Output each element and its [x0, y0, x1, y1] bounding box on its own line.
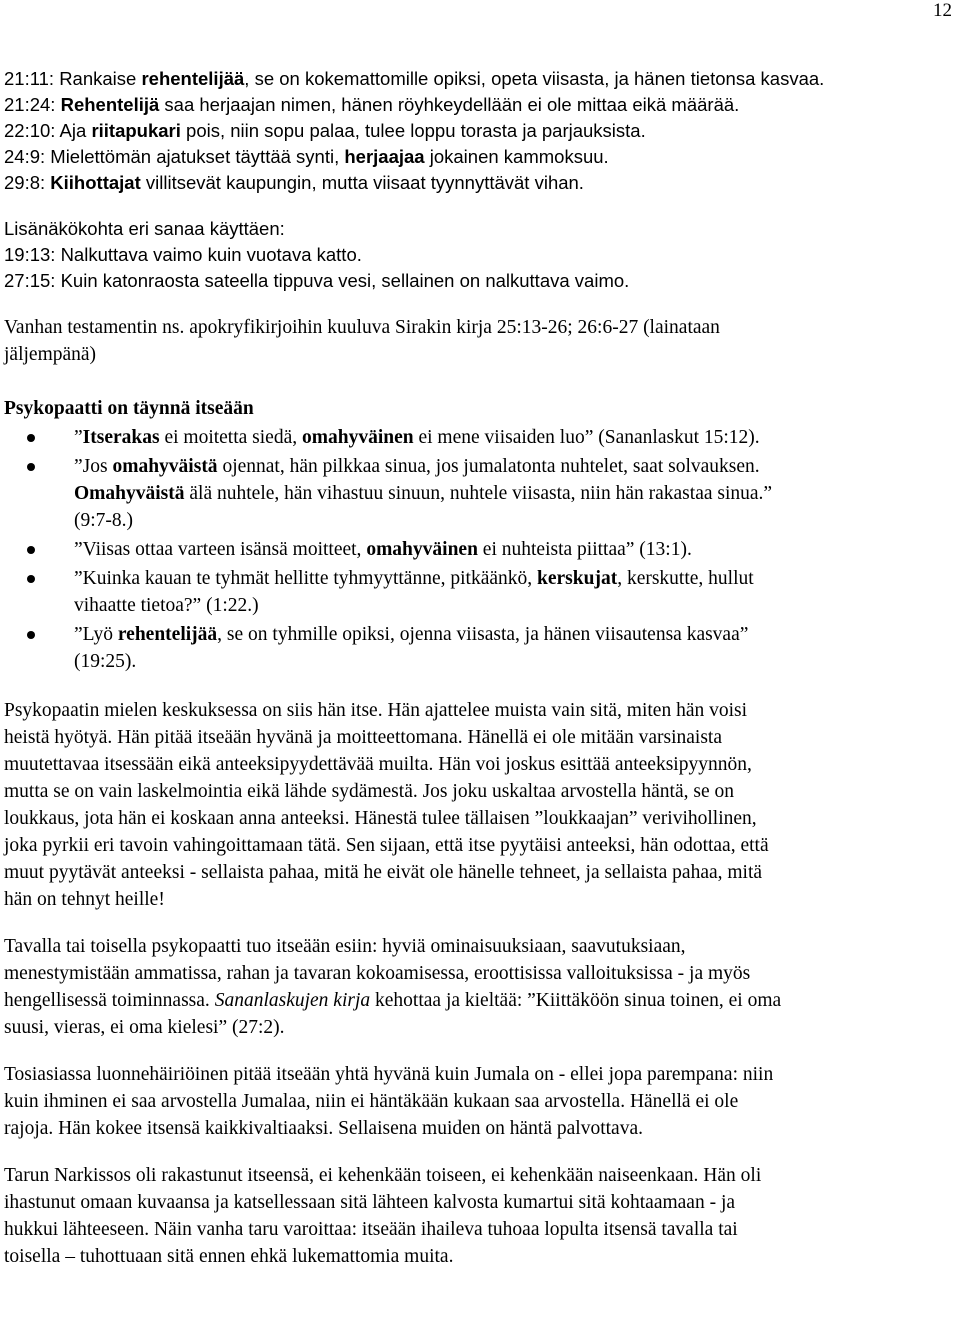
- bullet-icon: [27, 546, 35, 554]
- text-line: [4, 341, 944, 368]
- text-run: ihastunut omaan kuvaansa ja katsellessaan sitä lähteen kalvosta kumartui sitä kohtaamaan - ja: [4, 1192, 736, 1213]
- text-run: loukkaus, jota hän ei koskaan anna anteeksi. Hänestä tulee tällaisen ”loukkaajan” verivihollinen,: [4, 808, 757, 829]
- text-line: [4, 724, 944, 751]
- bold-text: riitapukari: [91, 120, 181, 141]
- text-run: ojennat, hän pilkkaa sinua, jos jumalatonta nuhtelet, saat solvauksen.: [217, 456, 760, 477]
- text-run: muut pyytävät anteeksi - sellaista pahaa, mitä he eivät ole hänelle tehneet, ja sellaista pahaa, mitä: [4, 862, 763, 883]
- bold-text: omahyväinen: [302, 427, 414, 448]
- bold-text: kerskujat: [537, 568, 618, 589]
- text-line: [4, 92, 944, 118]
- text-run: saa herjaajan nimen, hänen röyhkeydellään ei ole mittaa eikä määrää.: [159, 94, 740, 115]
- text-run: hengellisessä toiminnassa.: [4, 990, 215, 1011]
- text-run: hän on tehnyt heille!: [4, 889, 165, 910]
- body-paragraph: [4, 1162, 944, 1270]
- text-run: pois, niin sopu palaa, tulee loppu torasta ja parjauksista.: [180, 120, 646, 141]
- text-run: , se on kokemattomille opiksi, opeta viisasta, ja hänen tietonsa kasvaa.: [244, 68, 825, 89]
- bold-text: rehentelijää: [141, 68, 245, 89]
- text-run: jäljempänä): [4, 344, 97, 365]
- text-line: [4, 216, 944, 242]
- text-run: , se on tyhmille opiksi, ojenna viisasta, ja hänen viisautensa kasvaa”: [217, 624, 749, 645]
- page-number: 12: [933, 0, 952, 21]
- bullet-item: [4, 536, 944, 563]
- text-line: [4, 1088, 944, 1115]
- bullet-item: [4, 453, 944, 534]
- text-run: 24:9: Mielettömän ajatukset täyttää synti,: [4, 146, 345, 167]
- text-run: suusi, vieras, ei oma kielesi” (27:2).: [4, 1017, 285, 1038]
- bullet-item: [4, 565, 944, 619]
- text-line: [4, 1061, 944, 1088]
- text-line: [4, 1243, 944, 1270]
- text-line: [4, 314, 944, 341]
- text-run: (9:7-8.): [74, 510, 134, 531]
- body-paragraph: [4, 933, 944, 1041]
- text-line: [74, 621, 944, 648]
- text-run: jokainen kammoksuu.: [424, 146, 609, 167]
- text-run: 29:8:: [4, 172, 51, 193]
- bullet-item: [4, 424, 944, 451]
- text-run: Tavalla tai toisella psykopaatti tuo itseään esiin: hyviä ominaisuuksiaan, saavutuksiaan,: [4, 936, 686, 957]
- section-heading: Psykopaatti on täynnä itseään: [4, 398, 254, 419]
- text-run: Vanhan testamentin ns. apokryfikirjoihin kuuluva Sirakin kirja 25:13-26; 26:6-27 (lainataan: [4, 317, 720, 338]
- text-run: kuin ihminen ei saa arvostella Jumalaa, niin ei häntäkään kukaan saa arvostella. Hänellä ei ole: [4, 1091, 739, 1112]
- text-run: 21:24:: [4, 94, 61, 115]
- body-paragraph: [4, 1061, 944, 1142]
- text-run: ei nuhteista piittaa” (13:1).: [477, 539, 692, 560]
- text-line: [4, 268, 944, 294]
- text-line: [4, 1162, 944, 1189]
- text-line: [4, 987, 944, 1014]
- bullet-icon: [27, 575, 35, 583]
- text-line: [74, 565, 944, 592]
- text-run: (19:25).: [74, 651, 137, 672]
- text-line: [4, 1216, 944, 1243]
- text-run: vihaatte tietoa?” (1:22.): [74, 595, 259, 616]
- paragraphs: [4, 697, 944, 1270]
- text-run: älä nuhtele, hän vihastuu sinuun, nuhtele viisasta, niin hän rakastaa sinua.”: [184, 483, 773, 504]
- document-body: [4, 66, 944, 1270]
- bullet-icon: [27, 631, 35, 639]
- bullet-icon: [27, 463, 35, 471]
- text-line: [4, 242, 944, 268]
- text-line: [4, 778, 944, 805]
- text-line: [4, 1189, 944, 1216]
- text-line: [4, 118, 944, 144]
- bold-text: omahyväistä: [112, 456, 218, 477]
- text-run: hukkui lähteeseen. Näin vanha taru varoittaa: itseään ihaileva tuhoaa lopulta itsensä tavalla tai: [4, 1219, 738, 1240]
- text-run: 21:11: Rankaise: [4, 68, 142, 89]
- body-paragraph: [4, 697, 944, 913]
- text-line: [4, 697, 944, 724]
- text-run: mutta se on vain laskelmointia eikä lähde sydämestä. Jos joku uskaltaa arvostella häntä, se on: [4, 781, 734, 802]
- text-line: [74, 480, 944, 507]
- bold-text: Itserakas: [82, 427, 160, 448]
- bullet-icon: [27, 434, 35, 442]
- text-run: kehottaa ja kieltää: ”Kiittäköön sinua toinen, ei oma: [370, 990, 782, 1011]
- text-line: [4, 886, 944, 913]
- text-run: 27:15: Kuin katonraosta sateella tippuva vesi, sellainen on nalkuttava vaimo.: [4, 270, 630, 291]
- text-line: [4, 144, 944, 170]
- italic-text: Sananlaskujen kirja: [214, 990, 371, 1011]
- text-line: [4, 805, 944, 832]
- text-run: rajoja. Hän kokee itsensä kaikkivaltiaaksi. Sellaisena muiden on häntä palvottava.: [4, 1118, 643, 1139]
- text-run: ”Lyö: [74, 624, 118, 645]
- proverbs-block: [4, 66, 944, 196]
- bold-text: Kiihottajat: [50, 172, 141, 193]
- text-run: villitsevät kaupungin, mutta viisaat tyynnyttävät vihan.: [140, 172, 584, 193]
- text-line: [4, 66, 944, 92]
- bold-text: Omahyväistä: [74, 483, 185, 504]
- additional-block: [4, 216, 944, 294]
- text-run: joka pyrkii eri tavoin vahingoittamaan tätä. Sen sijaan, että itse pyytäisi anteeksi, hän odottaa, että: [4, 835, 769, 856]
- bullet-item: [4, 621, 944, 675]
- sirach-block: [4, 314, 944, 368]
- text-run: ”Viisas ottaa varteen isänsä moitteet,: [74, 539, 367, 560]
- text-line: [74, 424, 944, 451]
- text-run: 22:10: Aja: [4, 120, 92, 141]
- bold-text: omahyväinen: [366, 539, 478, 560]
- bold-text: herjaajaa: [344, 146, 425, 167]
- text-run: , kerskutte, hullut: [617, 568, 754, 589]
- text-run: Psykopaatin mielen keskuksessa on siis hän itse. Hän ajattelee muista vain sitä, miten hän voisi: [4, 700, 748, 721]
- text-line: [74, 648, 944, 675]
- text-run: ”: [74, 427, 83, 448]
- text-line: [74, 453, 944, 480]
- text-line: [74, 507, 944, 534]
- text-run: Lisänäkökohta eri sanaa käyttäen:: [4, 218, 285, 239]
- text-line: [4, 859, 944, 886]
- text-run: ”Jos: [74, 456, 113, 477]
- text-run: ei moitetta siedä,: [159, 427, 302, 448]
- text-run: Tosiasiassa luonnehäiriöinen pitää itseään yhtä hyvänä kuin Jumala on - ellei jopa parempana: niin: [4, 1064, 774, 1085]
- bullet-list: [4, 424, 944, 675]
- text-run: 19:13: Nalkuttava vaimo kuin vuotava katto.: [4, 244, 362, 265]
- text-line: [4, 960, 944, 987]
- text-line: [4, 832, 944, 859]
- text-run: ei mene viisaiden luo” (Sananlaskut 15:12).: [413, 427, 760, 448]
- text-line: [4, 170, 944, 196]
- text-run: heistä hyötyä. Hän pitää itseään hyvänä ja moitteettomana. Hänellä ei ole mitään varsinaista: [4, 727, 722, 748]
- text-line: [4, 1014, 944, 1041]
- text-line: [4, 933, 944, 960]
- text-line: [4, 1115, 944, 1142]
- bold-text: rehentelijää: [117, 624, 218, 645]
- text-line: [74, 592, 944, 619]
- text-run: muutettavaa itsessään eikä anteeksipyydettävää muilta. Hän voi joskus esittää anteeksipyynnön,: [4, 754, 752, 775]
- text-run: menestymistään ammatissa, rahan ja tavaran kokoamisessa, eroottisissa valloituksissa - ja myös: [4, 963, 751, 984]
- text-line: [4, 751, 944, 778]
- text-line: [74, 536, 944, 563]
- text-run: toisella – tuhottuaan sitä ennen ehkä lukemattomia muita.: [4, 1246, 454, 1267]
- bold-text: Rehentelijä: [60, 94, 160, 115]
- text-run: ”Kuinka kauan te tyhmät hellitte tyhmyyttänne, pitkäänkö,: [74, 568, 538, 589]
- text-run: Tarun Narkissos oli rakastunut itseensä, ei kehenkään toiseen, ei kehenkään naiseenkaan. Hän oli: [4, 1165, 762, 1186]
